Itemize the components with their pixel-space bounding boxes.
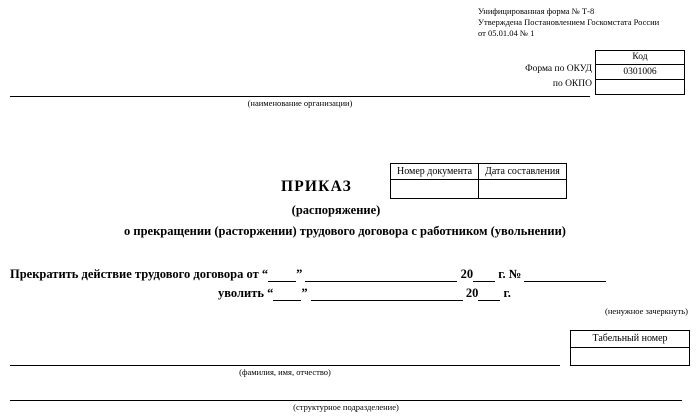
number-blank-1 xyxy=(524,269,606,282)
okud-value: 0301006 xyxy=(623,67,657,77)
strike-out-note: (ненужное зачеркнуть) xyxy=(605,306,688,316)
doc-date-header: Дата составления xyxy=(479,164,567,180)
page-subtitle: (распоряжение) xyxy=(291,203,381,217)
day-blank-2 xyxy=(273,288,301,301)
month-blank-2 xyxy=(311,288,463,301)
page-description: о прекращении (расторжении) трудового договора с работником (увольнении) xyxy=(124,224,566,238)
dismiss-text-b: ” xyxy=(301,286,308,300)
doc-number-value xyxy=(391,180,479,199)
dismiss-text-c: 20 xyxy=(465,286,479,300)
okpo-value xyxy=(596,79,684,94)
department-caption: (структурное подразделение) xyxy=(293,402,399,412)
page-title: ПРИКАЗ xyxy=(280,178,352,195)
code-table-title: Код xyxy=(596,51,684,65)
doc-number-header: Номер документа xyxy=(391,164,479,180)
form-header-line-2: Утверждена Постановлением Госкомстата России xyxy=(478,17,660,27)
dismiss-line xyxy=(218,286,511,301)
terminate-text-b: ” xyxy=(296,267,303,281)
year-blank-2 xyxy=(478,288,500,301)
month-blank-1 xyxy=(305,269,457,282)
table-row xyxy=(391,180,567,199)
form-header-line-1: Унифицированная форма № Т-8 xyxy=(478,6,595,16)
terminate-text-c: 20 xyxy=(460,267,474,281)
personnel-number-value xyxy=(571,348,689,365)
document-number-table xyxy=(390,163,567,199)
fullname-caption: (фамилия, имя, отчество) xyxy=(239,367,331,377)
okpo-label: по ОКПО xyxy=(552,79,592,89)
table-row xyxy=(391,164,567,180)
personnel-number-table xyxy=(570,330,690,366)
terminate-text-a: Прекратить действие трудового договора от “ xyxy=(10,267,269,281)
year-blank-1 xyxy=(473,269,495,282)
department-line xyxy=(10,399,682,401)
organization-name-line xyxy=(10,95,590,97)
form-header xyxy=(478,6,659,39)
dismiss-text-d: г. xyxy=(503,286,511,300)
form-header-line-3: от 05.01.04 № 1 xyxy=(478,28,535,38)
okud-label: Форма по ОКУД xyxy=(525,64,592,74)
personnel-number-title: Табельный номер xyxy=(571,331,689,348)
day-blank-1 xyxy=(268,269,296,282)
terminate-text-d: г. № xyxy=(498,267,522,281)
fullname-line xyxy=(10,364,560,366)
terminate-contract-line xyxy=(10,267,606,282)
doc-date-value xyxy=(479,180,567,199)
dismiss-text-a: уволить “ xyxy=(218,286,274,300)
code-table xyxy=(595,50,685,95)
organization-name-caption: (наименование организации) xyxy=(247,98,353,108)
